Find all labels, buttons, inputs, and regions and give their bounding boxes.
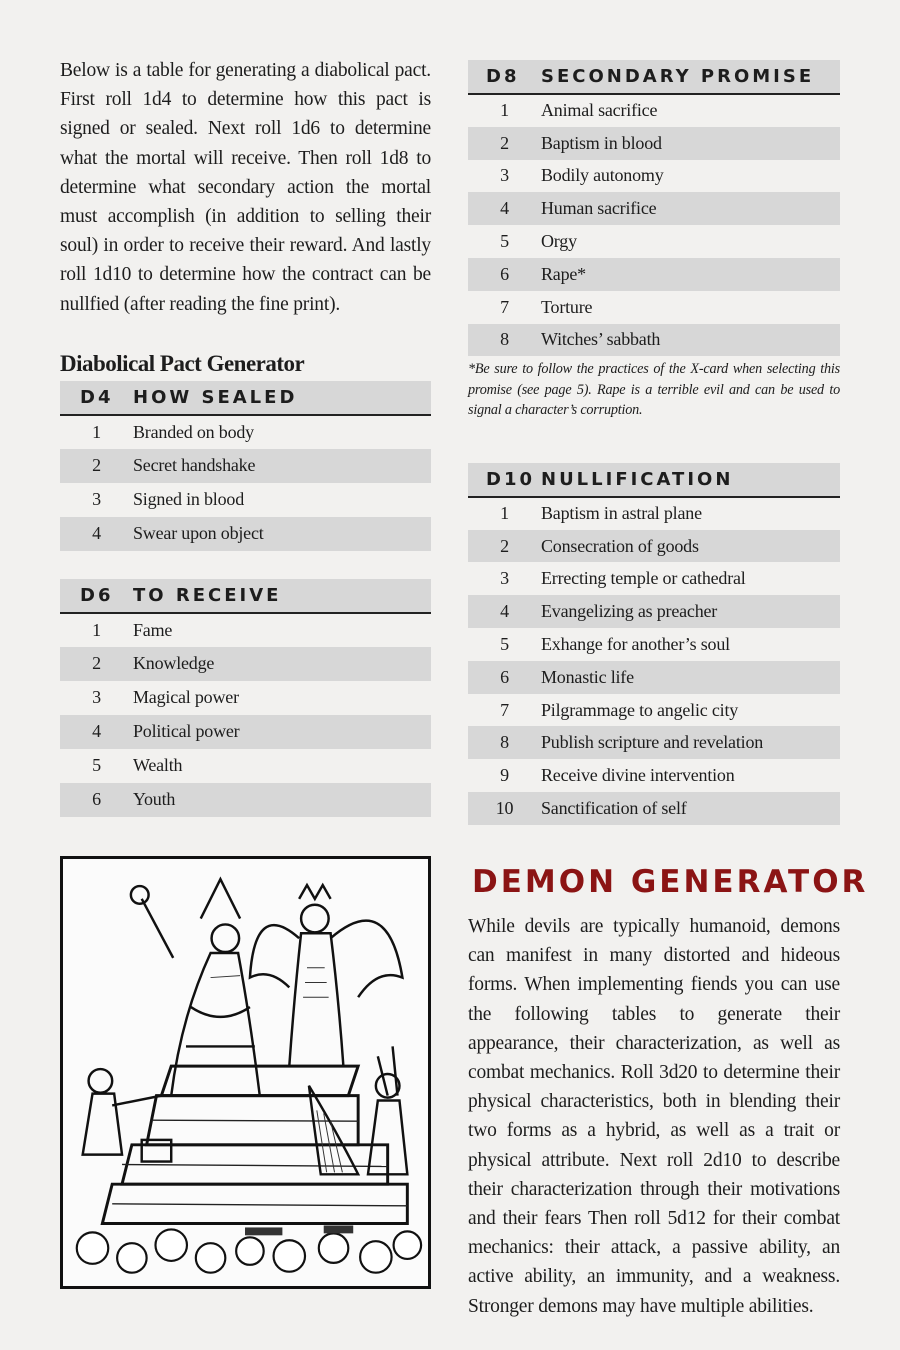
left-column xyxy=(60,56,431,817)
nullification-title: NULLIFICATION xyxy=(541,463,840,497)
demon-generator-body: While devils are typically humanoid, demons can manifest in many distorted and hideous forms. When implementing fiends you can use the following tables to generate their appearance, their characterization, as well as combat mechanics. Roll 3d20 to determine their physical characteristics, both in blending their two forms as a hybrid, as well as a trait or physical attribute. Next roll 2d10 to describe their characterization through their motivations and their fears Then roll 5d12 for their combat mechanics: their attack, a passive ability, an active ability, an immunity, and a weakness. Stronger demons may have multiple abilities. xyxy=(468,916,840,1317)
table-row: 4 Human sacrifice xyxy=(468,192,840,225)
table-row: 1 Baptism in astral plane xyxy=(500,503,702,524)
table-row: 4 Political power xyxy=(60,715,431,749)
table-row: 1 Fame xyxy=(92,619,173,640)
table-row: 5 Exhange for another’s soul xyxy=(500,633,730,654)
how-sealed-table xyxy=(60,381,431,551)
how-sealed-title: HOW SEALED xyxy=(133,381,431,415)
table-row: 6 Youth xyxy=(60,783,431,817)
table-row: 5 Wealth xyxy=(92,755,183,776)
table-row: 2 Consecration of goods xyxy=(468,530,840,563)
table-row: 2 Baptism in blood xyxy=(468,127,840,160)
footnote: *Be sure to follow the practices of the X-card when selecting this promise (see page 5). Rape is a terrible evil and can be used to signal a character’s corruption. xyxy=(468,361,840,419)
table-row: 8 Publish scripture and revelation xyxy=(468,726,840,759)
devil-throne-woodcut-icon xyxy=(63,859,428,1286)
table-row: 3 Signed in blood xyxy=(92,489,245,510)
how-sealed-die: D4 xyxy=(60,381,133,415)
secondary-promise-table xyxy=(468,60,840,356)
table-row: 7 Torture xyxy=(500,296,593,317)
table-row: 3 Errecting temple or cathedral xyxy=(500,568,746,589)
table-row: 9 Receive divine intervention xyxy=(500,765,735,786)
table-row: 6 Rape* xyxy=(468,258,840,291)
demon-generator-title: DEMON GENERATOR xyxy=(472,864,869,900)
table-row: 2 Secret handshake xyxy=(60,449,431,483)
secondary-promise-die: D8 xyxy=(468,60,541,94)
to-receive-die: D6 xyxy=(60,579,133,613)
table-row: 3 Magical power xyxy=(92,687,239,708)
nullification-die: D10 xyxy=(468,463,541,497)
secondary-promise-title: SECONDARY PROMISE xyxy=(541,60,840,94)
table-row: 10 Sanctification of self xyxy=(468,792,840,825)
woodcut-illustration xyxy=(60,856,431,1289)
table-row: 2 Knowledge xyxy=(60,647,431,681)
right-column xyxy=(468,60,840,825)
table-row: 6 Monastic life xyxy=(468,661,840,694)
table-row: 8 Witches’ sabbath xyxy=(468,324,840,357)
table-row: 7 Pilgrammage to angelic city xyxy=(500,699,739,720)
table-row: 4 Evangelizing as preacher xyxy=(468,595,840,628)
table-row: 5 Orgy xyxy=(500,231,577,252)
to-receive-table xyxy=(60,579,431,817)
table-row: 4 Swear upon object xyxy=(60,517,431,551)
to-receive-title: TO RECEIVE xyxy=(133,579,431,613)
table-row: 1 Branded on body xyxy=(92,421,254,442)
nullification-table xyxy=(468,463,840,825)
table-row: 3 Bodily autonomy xyxy=(500,165,664,186)
intro-paragraph: Below is a table for generating a diabolical pact. First roll 1d4 to determine how this pact is signed or sealed. Next roll 1d6 to determine what the mortal will receive. Then roll 1d8 to determine what secondary action the mortal must accomplish (in addition to selling their soul) in order to receive their reward. And lastly roll 1d10 to determine how the contract can be nullfied (after reading the fine print). xyxy=(60,60,431,315)
pact-generator-heading: Diabolical Pact Generator xyxy=(60,350,305,376)
table-row: 1 Animal sacrifice xyxy=(500,100,658,121)
